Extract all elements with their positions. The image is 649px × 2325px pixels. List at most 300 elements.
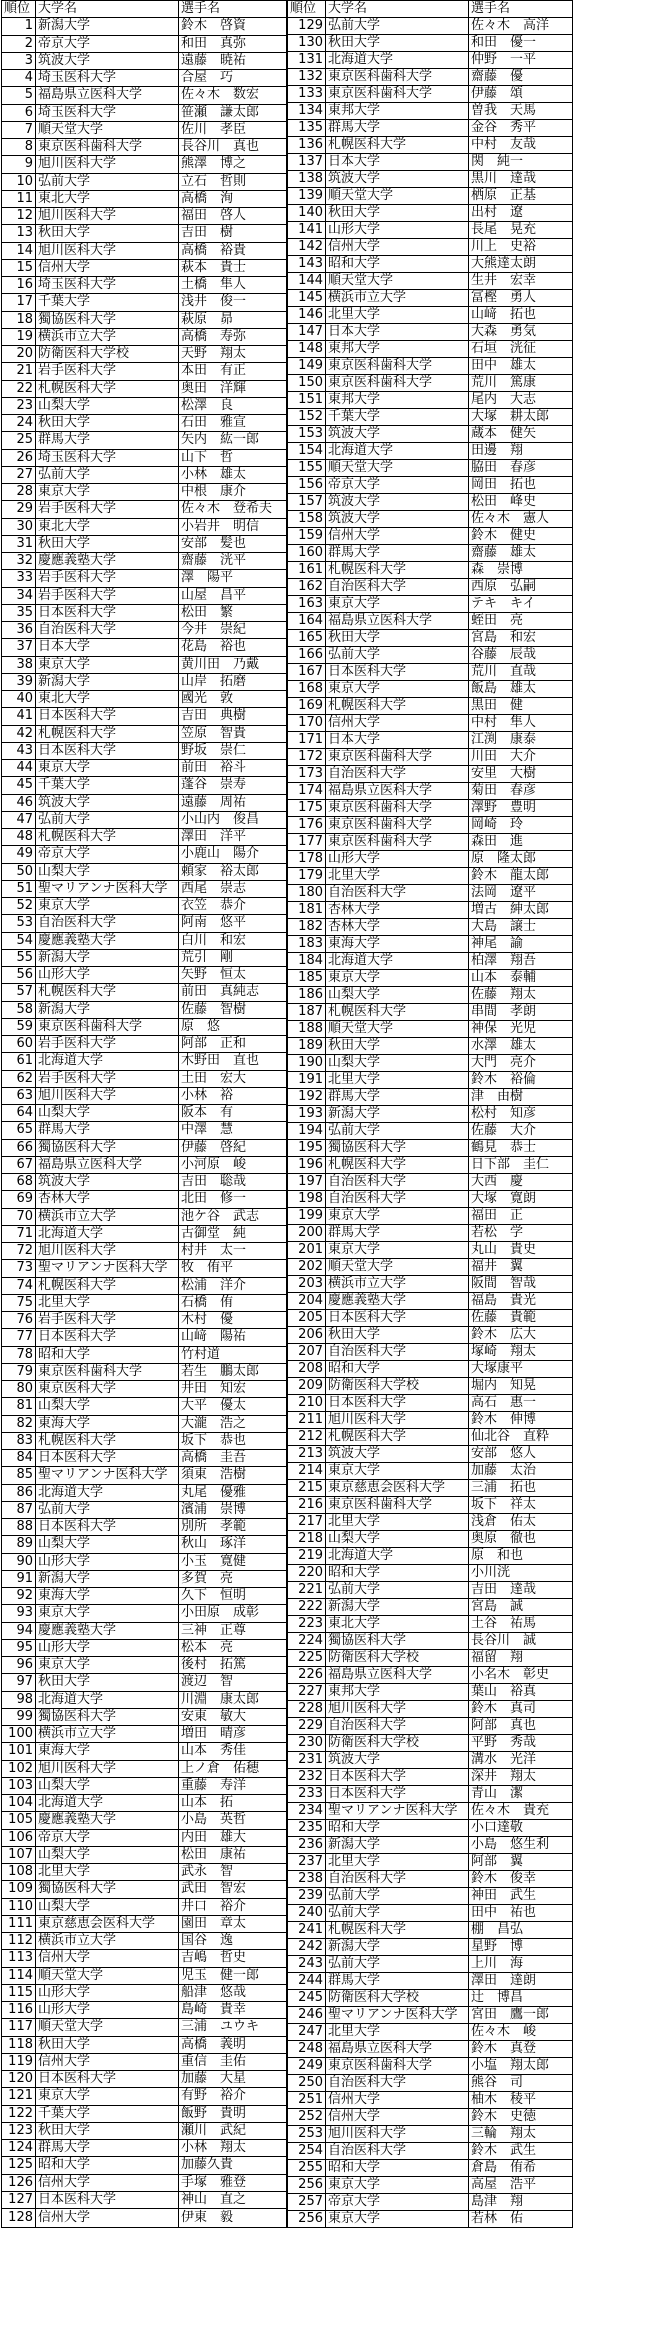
rank-cell: 177 [288,834,326,851]
table-row [288,596,573,613]
table-row [2,708,287,725]
player-cell: 中村 隼人 [469,715,573,732]
university-cell: 順天堂大学 [36,1967,179,1984]
table-row [2,2157,287,2174]
rank-cell: 134 [288,103,326,120]
university-cell: 日本医科大学 [326,1395,469,1412]
university-cell: 東海大学 [326,936,469,953]
university-cell: 自治医科大学 [326,2075,469,2092]
university-cell: 山梨大学 [326,1055,469,1072]
table-row [288,919,573,936]
table-row [2,1657,287,1674]
table-row [288,1956,573,1973]
rank-cell: 189 [288,1038,326,1055]
university-cell: 福島県立医科大学 [36,87,179,104]
rank-cell: 235 [288,1820,326,1837]
header-rank: 順位 [288,1,326,18]
player-cell: 阿南 悠平 [179,915,287,932]
player-cell: 佐々木 憲人 [469,511,573,528]
player-cell: 阿部 真也 [469,1718,573,1735]
rank-cell: 26 [2,449,36,466]
university-cell: 筑波大学 [326,1752,469,1769]
rank-cell: 195 [288,1140,326,1157]
table-row [288,1038,573,1055]
university-cell: 埼玉医科大学 [36,277,179,294]
university-cell: 群馬大学 [36,432,179,449]
university-cell: 旭川医科大学 [36,1243,179,1260]
table-row [288,1123,573,1140]
table-row [2,1846,287,1863]
rank-cell: 98 [2,1691,36,1708]
university-cell: 東京医科歯科大学 [36,1018,179,1035]
rank-cell: 28 [2,484,36,501]
rank-cell: 166 [288,647,326,664]
player-cell: 森田 進 [469,834,573,851]
university-cell: 東京医科歯科大学 [326,375,469,392]
rank-cell: 58 [2,1001,36,1018]
table-row [288,392,573,409]
rank-cell: 38 [2,656,36,673]
table-row [2,1139,287,1156]
player-cell: 熊澤 博之 [179,156,287,173]
player-cell: 原 隆太郎 [469,851,573,868]
rank-cell: 118 [2,2036,36,2053]
player-cell: 島津 翔 [469,2194,573,2211]
rank-cell: 155 [288,460,326,477]
university-cell: 東京大学 [36,1657,179,1674]
player-cell: 松本 亮 [179,1639,287,1656]
rank-cell: 132 [288,69,326,86]
player-cell: 深井 翔太 [469,1769,573,1786]
university-cell: 秋田大学 [326,205,469,222]
player-cell: 浅井 俊一 [179,294,287,311]
university-cell: 東京医科歯科大学 [326,69,469,86]
university-cell: 順天堂大学 [326,273,469,290]
rank-cell: 24 [2,415,36,432]
rank-cell: 129 [288,18,326,35]
rank-cell: 190 [288,1055,326,1072]
university-cell: 防衛医科大学校 [326,1650,469,1667]
table-row [288,35,573,52]
table-row [288,1514,573,1531]
table-row [288,698,573,715]
table-row [2,1174,287,1191]
table-row [2,1260,287,1277]
player-cell: 加藤 大星 [179,2071,287,2088]
table-row [2,1933,287,1950]
player-cell: 小林 裕 [179,1087,287,1104]
table-row [2,622,287,639]
player-cell: 三浦 拓也 [469,1480,573,1497]
header-university: 大学名 [36,1,179,18]
player-cell: 矢野 恒太 [179,967,287,984]
table-row [2,915,287,932]
player-cell: 大塚 寛朗 [469,1191,573,1208]
player-cell: 鈴木 裕倫 [469,1072,573,1089]
rank-cell: 29 [2,501,36,518]
player-cell: 生井 宏幸 [469,273,573,290]
university-cell: 秋田大学 [326,35,469,52]
university-cell: 北里大学 [326,1514,469,1531]
university-cell: 自治医科大学 [326,1871,469,1888]
table-row [2,1570,287,1587]
rank-cell: 1 [2,18,36,35]
player-cell: 今井 崇紀 [179,622,287,639]
table-row [288,1786,573,1803]
table-row [288,1650,573,1667]
player-cell: 山﨑 拓也 [469,307,573,324]
table-row [288,1820,573,1837]
player-cell: 矢内 紘一郎 [179,432,287,449]
table-row [2,2002,287,2019]
rank-cell: 243 [288,1956,326,1973]
university-cell: 群馬大学 [326,1973,469,1990]
rank-cell: 27 [2,466,36,483]
table-row [2,1105,287,1122]
university-cell: 北海道大学 [36,1053,179,1070]
player-cell: 蔵本 健矢 [469,426,573,443]
rank-cell: 104 [2,1795,36,1812]
rank-cell: 121 [2,2088,36,2105]
player-cell: 西尾 崇志 [179,880,287,897]
rank-cell: 231 [288,1752,326,1769]
table-row [2,1381,287,1398]
table-row [2,501,287,518]
university-cell: 新潟大学 [326,1106,469,1123]
table-row [2,1036,287,1053]
rank-cell: 250 [288,2075,326,2092]
player-cell: 池ケ谷 武志 [179,1208,287,1225]
player-cell: 土田 宏大 [179,1070,287,1087]
rank-cell: 145 [288,290,326,307]
table-row [288,664,573,681]
player-cell: 吉田 樹 [179,225,287,242]
player-cell: 神尾 諭 [469,936,573,953]
player-cell: 石垣 洸征 [469,341,573,358]
university-cell: 北海道大学 [36,1225,179,1242]
rank-cell: 222 [288,1599,326,1616]
player-cell: 鈴木 伸博 [469,1412,573,1429]
player-cell: 内田 雄大 [179,1829,287,1846]
university-cell: 北里大学 [326,1072,469,1089]
rank-cell: 30 [2,518,36,535]
university-cell: 昭和大学 [326,2160,469,2177]
university-cell: 日本大学 [36,639,179,656]
university-cell: 横浜市立大学 [36,1208,179,1225]
university-cell: 北里大学 [36,1294,179,1311]
player-cell: 丸尾 優雅 [179,1484,287,1501]
rank-cell: 2 [2,35,36,52]
university-cell: 筑波大学 [36,52,179,69]
player-cell: 瀬川 武紀 [179,2122,287,2139]
table-row [288,885,573,902]
university-cell: 山梨大学 [326,987,469,1004]
university-cell: 横浜市立大学 [326,290,469,307]
table-row [288,953,573,970]
player-cell: 天野 翔太 [179,346,287,363]
rank-cell: 181 [288,902,326,919]
player-cell: 吉田 典樹 [179,708,287,725]
university-cell: 帝京大学 [326,477,469,494]
university-cell: 日本医科大学 [36,604,179,621]
university-cell: 弘前大学 [36,466,179,483]
player-cell: 宮島 誠 [469,1599,573,1616]
table-row [2,2209,287,2228]
rank-cell: 161 [288,562,326,579]
university-cell: 東京大学 [326,970,469,987]
table-row [2,691,287,708]
table-row [288,1990,573,2007]
university-cell: 日本医科大学 [36,2071,179,2088]
rank-cell: 194 [288,1123,326,1140]
player-cell: 大熊達太朗 [469,256,573,273]
rank-cell: 60 [2,1036,36,1053]
player-cell: 上川 海 [469,1956,573,1973]
rank-cell: 191 [288,1072,326,1089]
table-row [288,1871,573,1888]
university-cell: 東京大学 [36,2088,179,2105]
table-row [2,1536,287,1553]
table-row [2,1450,287,1467]
table-row [2,2036,287,2053]
table-row [288,307,573,324]
university-cell: 東京医科歯科大学 [36,1363,179,1380]
rank-cell: 14 [2,242,36,259]
rank-cell: 40 [2,691,36,708]
player-cell: 黒川 達哉 [469,171,573,188]
rank-cell: 215 [288,1480,326,1497]
player-cell: 堀内 知晃 [469,1378,573,1395]
table-row [2,1915,287,1932]
university-cell: 弘前大学 [326,1888,469,1905]
university-cell: 新潟大学 [36,673,179,690]
university-cell: 自治医科大学 [326,885,469,902]
university-cell: 山形大学 [36,1553,179,1570]
rank-cell: 183 [288,936,326,953]
table-row [288,1701,573,1718]
university-cell: 東京大学 [326,2177,469,2194]
table-row [2,1743,287,1760]
table-row [288,783,573,800]
university-cell: 帝京大学 [36,1829,179,1846]
university-cell: 日本医科大学 [326,664,469,681]
table-row [2,1984,287,2001]
university-cell: 杏林大学 [36,1191,179,1208]
university-cell: 新潟大学 [36,949,179,966]
player-cell: 仲野 一平 [469,52,573,69]
university-cell: 北海道大学 [36,1484,179,1501]
university-cell: 東邦大学 [326,392,469,409]
table-row [2,2191,287,2208]
table-row [288,2075,573,2092]
university-cell: 弘前大学 [36,173,179,190]
player-cell: 松澤 良 [179,397,287,414]
university-cell: 信州大学 [36,2174,179,2191]
player-cell: 野坂 崇仁 [179,742,287,759]
rank-cell: 123 [2,2122,36,2139]
table-row [288,1735,573,1752]
player-cell: 小玉 寛健 [179,1553,287,1570]
university-cell: 帝京大学 [36,35,179,52]
university-cell: 新潟大学 [326,1599,469,1616]
player-cell: 花島 裕也 [179,639,287,656]
university-cell: 新潟大学 [36,1570,179,1587]
university-cell: 東邦大学 [326,1684,469,1701]
university-cell: 群馬大学 [326,545,469,562]
table-row [2,432,287,449]
rank-cell: 182 [288,919,326,936]
university-cell: 自治医科大学 [326,1344,469,1361]
player-cell: 法岡 遼平 [469,885,573,902]
rank-cell: 176 [288,817,326,834]
player-cell: 黒田 健 [469,698,573,715]
table-row [288,256,573,273]
university-cell: 聖マリアンナ医科大学 [326,2007,469,2024]
rank-cell: 93 [2,1605,36,1622]
table-row [2,1708,287,1725]
player-cell: 佐藤 翔太 [469,987,573,1004]
player-cell: 伊藤 啓紀 [179,1139,287,1156]
rank-cell: 237 [288,1854,326,1871]
player-cell: 高橋 洵 [179,190,287,207]
player-cell: 水澤 雄太 [469,1038,573,1055]
player-cell: 石田 雅宣 [179,415,287,432]
player-cell: 島崎 貴幸 [179,2002,287,2019]
university-cell: 信州大学 [36,1950,179,1967]
university-cell: 群馬大学 [326,1089,469,1106]
table-row [288,1973,573,1990]
player-cell: 鈴木 真登 [469,2041,573,2058]
player-cell: 三浦 ユウキ [179,2019,287,2036]
university-cell: 筑波大学 [326,1446,469,1463]
rank-cell: 251 [288,2092,326,2109]
rank-cell: 112 [2,1933,36,1950]
rank-cell: 49 [2,846,36,863]
player-cell: 岡崎 玲 [469,817,573,834]
rank-cell: 100 [2,1726,36,1743]
player-cell: 西原 弘嗣 [469,579,573,596]
player-cell: 倉島 侑希 [469,2160,573,2177]
rank-cell: 88 [2,1519,36,1536]
table-row [288,2143,573,2160]
rank-cell: 127 [2,2191,36,2208]
university-cell: 横浜市立大学 [326,1276,469,1293]
player-cell: 谷藤 辰哉 [469,647,573,664]
rank-cell: 31 [2,535,36,552]
player-cell: 合屋 巧 [179,70,287,87]
table-row [2,1415,287,1432]
table-row [2,794,287,811]
player-cell: 関 純一 [469,154,573,171]
rank-cell: 7 [2,121,36,138]
player-cell: 井田 知宏 [179,1381,287,1398]
table-row [288,1344,573,1361]
university-cell: 聖マリアンナ医科大学 [36,1260,179,1277]
rank-cell: 211 [288,1412,326,1429]
university-cell: 旭川医科大学 [36,242,179,259]
table-row [288,1684,573,1701]
rank-cell: 96 [2,1657,36,1674]
player-cell: 前田 真純志 [179,984,287,1001]
university-cell: 昭和大学 [326,256,469,273]
university-cell: 福島県立医科大学 [36,1156,179,1173]
rank-cell: 232 [288,1769,326,1786]
rank-cell: 174 [288,783,326,800]
university-cell: 千葉大学 [326,409,469,426]
university-cell: 山梨大学 [36,863,179,880]
player-cell: 福井 翼 [469,1259,573,1276]
table-row [2,1950,287,1967]
university-cell: 千葉大学 [36,294,179,311]
rank-cell: 89 [2,1536,36,1553]
rank-cell: 5 [2,87,36,104]
table-row [2,1346,287,1363]
university-cell: 東京医科歯科大学 [326,817,469,834]
player-cell: 星野 博 [469,1939,573,1956]
table-row [2,880,287,897]
player-cell: 松村 知彦 [469,1106,573,1123]
player-cell: 増田 晴彦 [179,1726,287,1743]
table-row [288,239,573,256]
rank-cell: 216 [288,1497,326,1514]
university-cell: 山梨大学 [36,397,179,414]
player-cell: 阪間 智哉 [469,1276,573,1293]
player-cell: 小塩 翔太郎 [469,2058,573,2075]
table-row [288,1089,573,1106]
university-cell: 岩手医科大学 [36,587,179,604]
rank-cell: 165 [288,630,326,647]
player-cell: 佐々木 貴充 [469,1803,573,1820]
university-cell: 山形大学 [36,1984,179,2001]
table-row [288,1565,573,1582]
university-cell: 信州大学 [326,715,469,732]
rank-cell: 55 [2,949,36,966]
table-row [2,777,287,794]
table-row [288,562,573,579]
rank-cell: 185 [288,970,326,987]
rank-cell: 233 [288,1786,326,1803]
rank-cell: 130 [288,35,326,52]
player-cell: 高屋 浩平 [469,2177,573,2194]
university-cell: 東京大学 [326,681,469,698]
university-cell: 東北大学 [36,190,179,207]
table-row [288,1837,573,1854]
rank-cell: 225 [288,1650,326,1667]
player-cell: 若松 学 [469,1225,573,1242]
table-row [2,967,287,984]
player-cell: 児玉 健一郎 [179,1967,287,1984]
table-row [2,587,287,604]
rank-cell: 97 [2,1674,36,1691]
player-cell: 江渕 康泰 [469,732,573,749]
player-cell: 荒川 直哉 [469,664,573,681]
header-player: 選手名 [179,1,287,18]
university-cell: 秋田大学 [36,225,179,242]
rank-cell: 186 [288,987,326,1004]
table-row [288,2194,573,2211]
rank-cell: 12 [2,208,36,225]
player-cell: 高橋 寿弥 [179,328,287,345]
rank-cell: 228 [288,1701,326,1718]
player-cell: 小口達敬 [469,1820,573,1837]
rank-cell: 107 [2,1846,36,1863]
rank-cell: 53 [2,915,36,932]
university-cell: 聖マリアンナ医科大学 [36,880,179,897]
table-row [288,1174,573,1191]
table-row [2,1156,287,1173]
table-row [288,1446,573,1463]
rank-cell: 67 [2,1156,36,1173]
